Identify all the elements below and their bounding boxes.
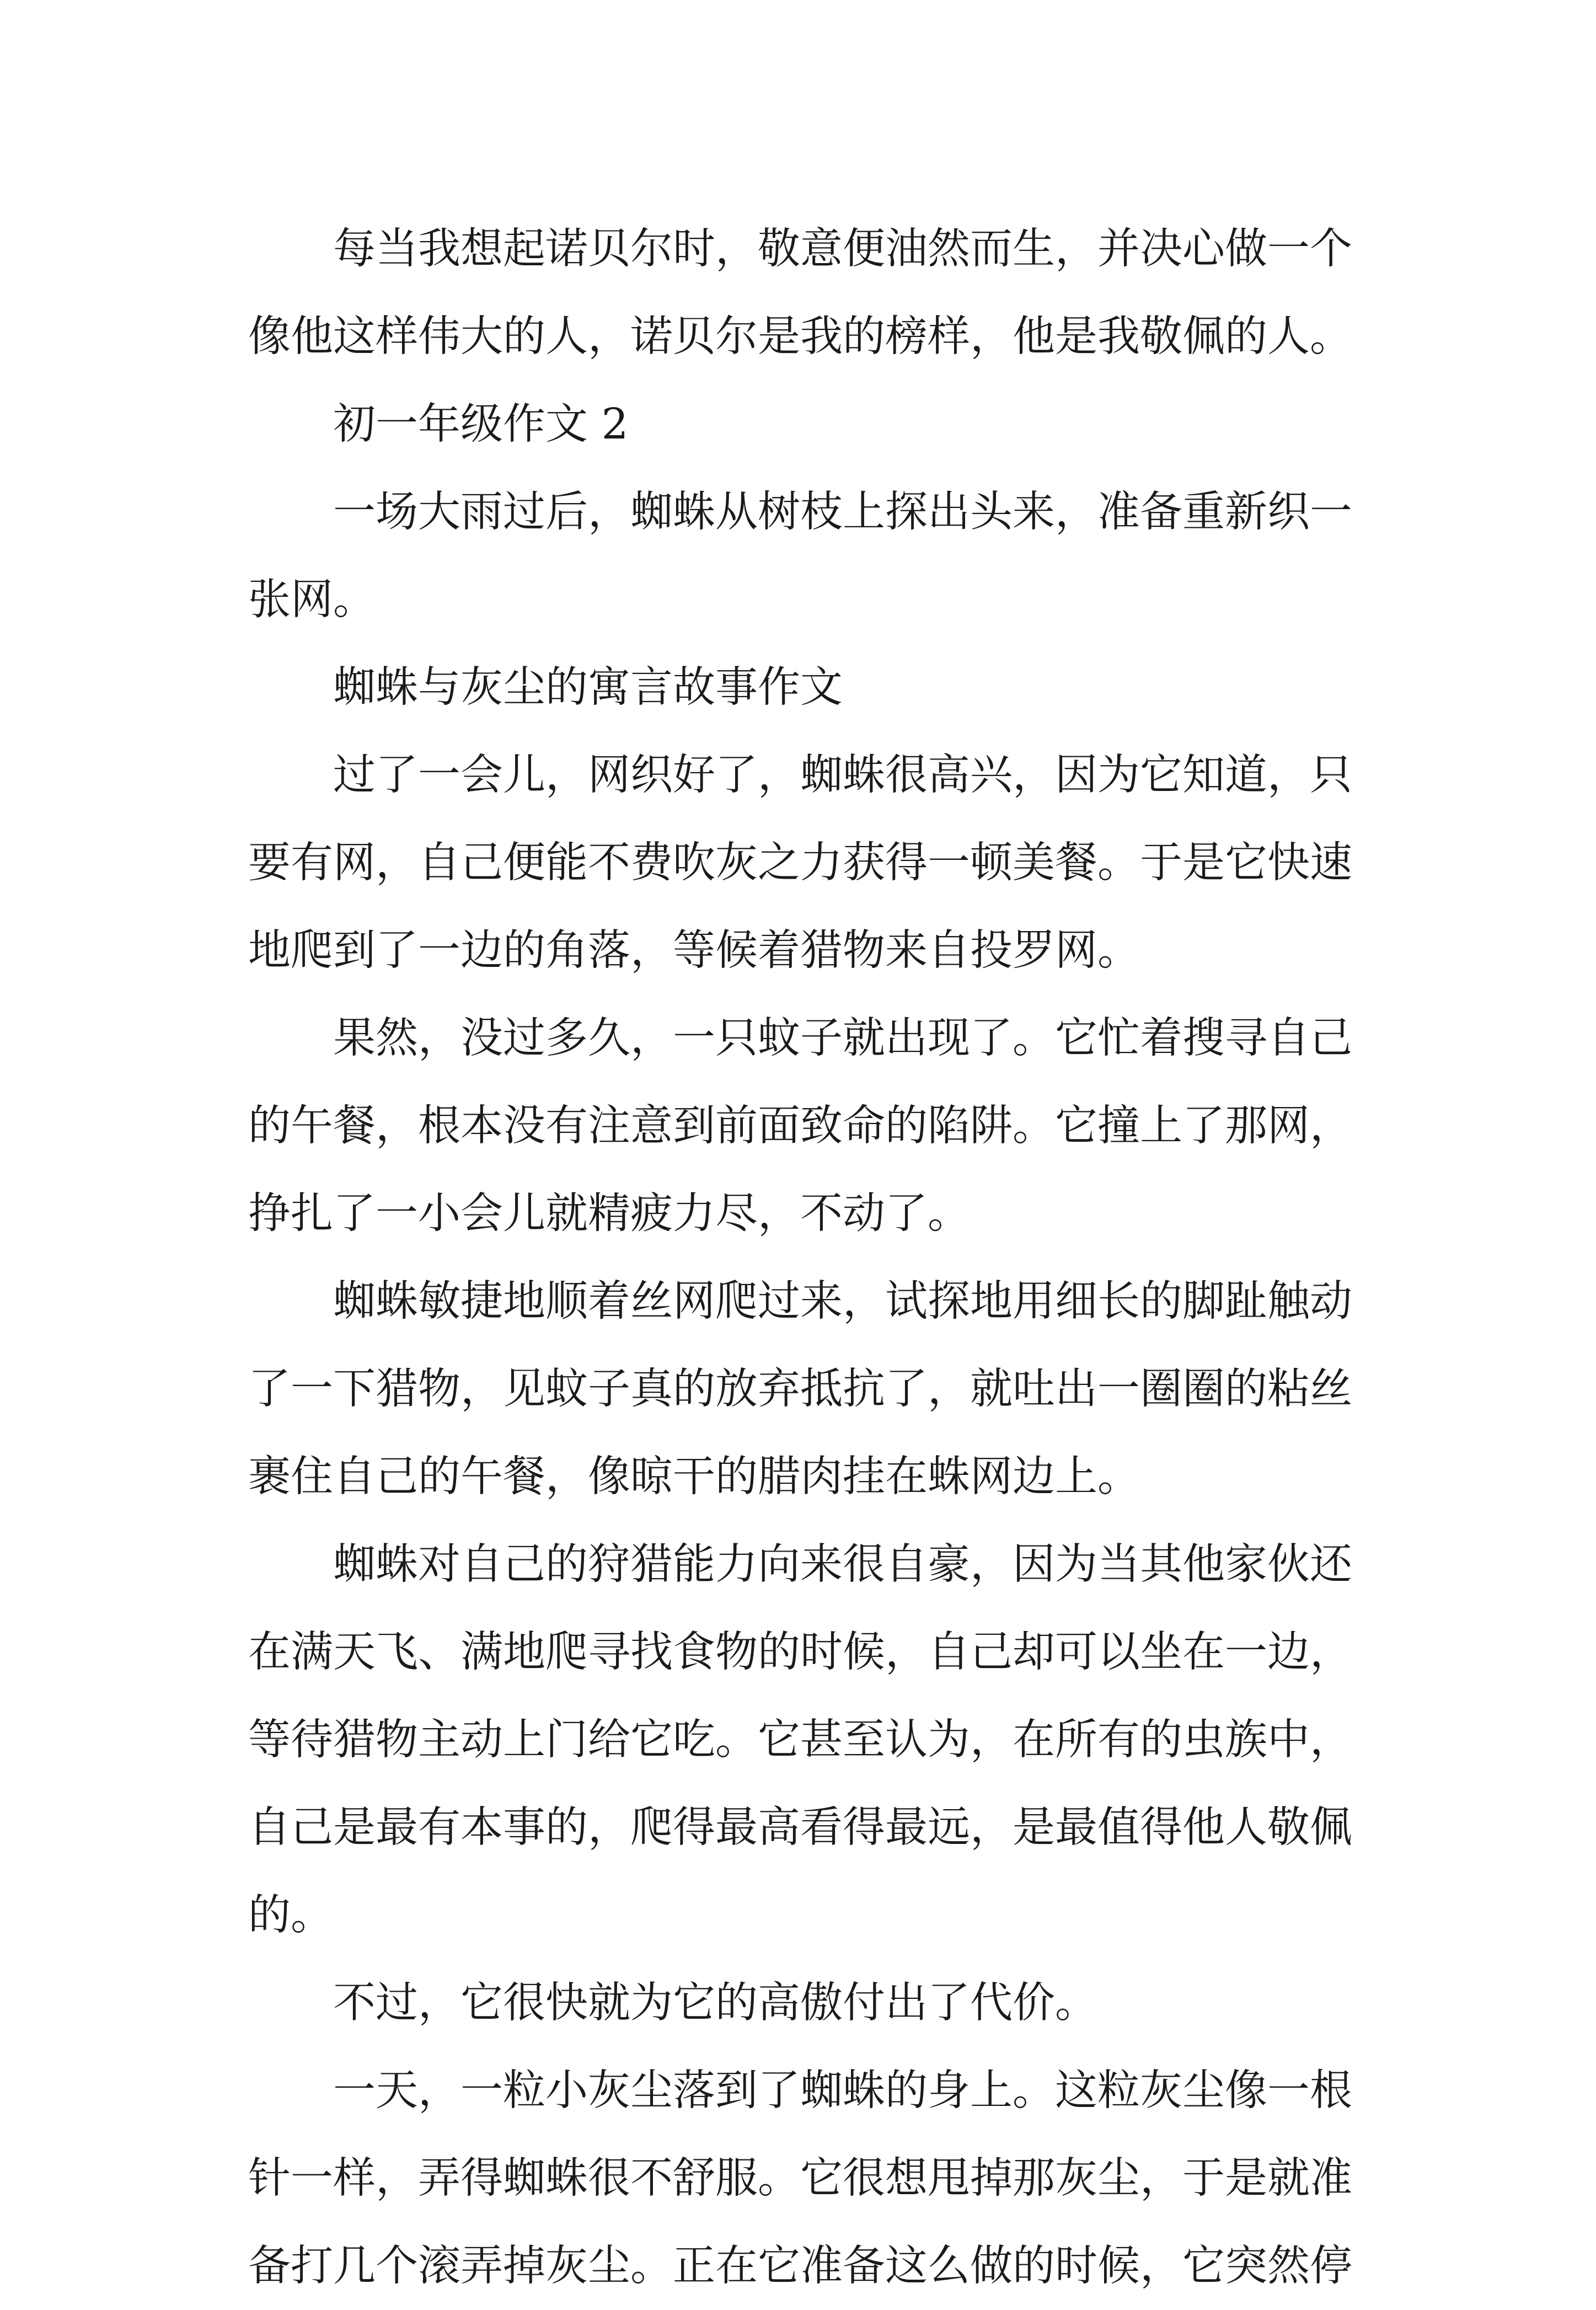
paragraph-line: 蜘蛛对自己的狩猎能力向来很自豪，因为当其他家伙还 <box>333 1540 1352 1589</box>
paragraph-line: 一天，一粒小灰尘落到了蜘蛛的身上。这粒灰尘像一根 <box>333 2066 1352 2115</box>
paragraph-line: 不过，它很快就为它的高傲付出了代价。 <box>333 1979 1097 2028</box>
section-heading: 初一年级作文 2 <box>333 400 629 449</box>
document-body <box>248 205 1384 2310</box>
story-title: 蜘蛛与灰尘的寓言故事作文 <box>333 663 843 712</box>
paragraph-line: 等待猎物主动上门给它吃。它甚至认为，在所有的虫族中， <box>248 1715 1352 1764</box>
paragraph-line: 果然，没过多久，一只蚊子就出现了。它忙着搜寻自己 <box>333 1014 1352 1063</box>
paragraph-line: 了一下猎物，见蚊子真的放弃抵抗了，就吐出一圈圈的粘丝 <box>248 1365 1352 1414</box>
paragraph-line: 裹住自己的午餐，像晾干的腊肉挂在蛛网边上。 <box>248 1452 1140 1501</box>
paragraph-line: 过了一会儿，网织好了，蜘蛛很高兴，因为它知道，只 <box>333 751 1352 800</box>
paragraph-line: 针一样，弄得蜘蛛很不舒服。它很想甩掉那灰尘，于是就准 <box>248 2154 1352 2203</box>
paragraph-line: 像他这样伟大的人，诺贝尔是我的榜样，他是我敬佩的人。 <box>248 312 1352 361</box>
paragraph-line: 每当我想起诺贝尔时，敬意便油然而生，并决心做一个 <box>333 224 1352 274</box>
paragraph-line: 的午餐，根本没有注意到前面致命的陷阱。它撞上了那网， <box>248 1101 1352 1151</box>
paragraph-line: 张网。 <box>248 575 376 624</box>
paragraph-line: 要有网，自己便能不费吹灰之力获得一顿美餐。于是它快速 <box>248 838 1352 887</box>
paragraph-line: 蜘蛛敏捷地顺着丝网爬过来，试探地用细长的脚趾触动 <box>333 1277 1352 1326</box>
paragraph-line: 的。 <box>248 1891 333 1940</box>
paragraph-line: 挣扎了一小会儿就精疲力尽，不动了。 <box>248 1189 970 1238</box>
paragraph-line: 自己是最有本事的，爬得最高看得最远，是最值得他人敬佩 <box>248 1803 1352 1852</box>
paragraph-line: 地爬到了一边的角落，等候着猎物来自投罗网。 <box>248 926 1140 975</box>
paragraph-line: 一场大雨过后，蜘蛛从树枝上探出头来，准备重新织一 <box>333 488 1352 537</box>
paragraph-line: 备打几个滚弄掉灰尘。正在它准备这么做的时候，它突然停 <box>248 2242 1352 2291</box>
paragraph-line: 在满天飞、满地爬寻找食物的时候，自己却可以坐在一边， <box>248 1628 1352 1677</box>
